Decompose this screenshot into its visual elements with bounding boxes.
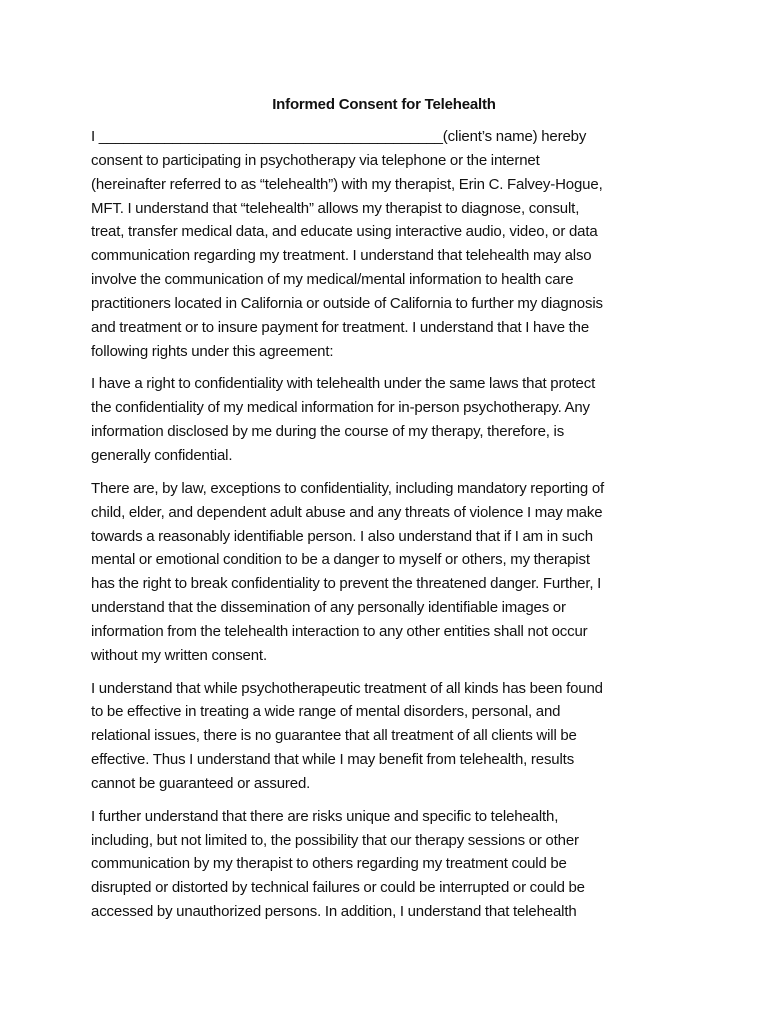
paragraph-line: following rights under this agreement: (91, 342, 334, 360)
paragraph-5 (91, 805, 677, 924)
paragraph-line: disrupted or distorted by technical failures or could be interrupted or could be (91, 879, 585, 897)
paragraph-line: consent to participating in psychotherapy via telephone or the internet (91, 151, 540, 169)
paragraph-line: understand that the dissemination of any personally identifiable images or (91, 599, 566, 617)
paragraph-line: (hereinafter referred to as “telehealth”) with my therapist, Erin C. Falvey-Hogue, (91, 175, 603, 193)
paragraph-line: accessed by unauthorized persons. In addition, I understand that telehealth (91, 903, 577, 921)
paragraph-line: and treatment or to insure payment for treatment. I understand that I have the (91, 318, 590, 336)
paragraph-line: I further understand that there are risks unique and specific to telehealth, (91, 807, 559, 825)
paragraph-line: relational issues, there is no guarantee that all treatment of all clients will be (91, 727, 577, 745)
paragraph-line: effective. Thus I understand that while I may benefit from telehealth, results (91, 751, 575, 769)
document-title: Informed Consent for Telehealth (272, 96, 496, 113)
paragraph-line: I __________________________________________(client’s name) hereby (91, 128, 587, 145)
paragraph-1 (91, 125, 677, 363)
paragraph-line: MFT. I understand that “telehealth” allows my therapist to diagnose, consult, (91, 199, 580, 217)
paragraph-line: communication regarding my treatment. I understand that telehealth may also (91, 247, 592, 265)
paragraph-4 (91, 677, 677, 796)
paragraph-line: child, elder, and dependent adult abuse and any threats of violence I may make (91, 503, 603, 521)
paragraph-line: I have a right to confidentiality with telehealth under the same laws that protect (91, 375, 596, 393)
paragraph-line: cannot be guaranteed or assured. (91, 774, 311, 792)
paragraph-line: to be effective in treating a wide range of mental disorders, personal, and (91, 703, 561, 721)
paragraph-line: practitioners located in California or outside of California to further my diagnosis (91, 294, 603, 312)
paragraph-3 (91, 477, 677, 668)
paragraph-line: information disclosed by me during the course of my therapy, therefore, is (91, 423, 565, 441)
paragraph-line: There are, by law, exceptions to confidentiality, including mandatory reporting of (91, 479, 605, 497)
paragraph-line: mental or emotional condition to be a danger to myself or others, my therapist (91, 551, 590, 569)
paragraph-line: information from the telehealth interaction to any other entities shall not occur (91, 622, 588, 640)
paragraph-line: treat, transfer medical data, and educate using interactive audio, video, or data (91, 223, 598, 241)
paragraph-2 (91, 372, 677, 467)
paragraph-line: the confidentiality of my medical information for in-person psychotherapy. Any (91, 399, 590, 417)
paragraph-line: has the right to break confidentiality to prevent the threatened danger. Further, I (91, 575, 602, 593)
paragraph-line: communication by my therapist to others regarding my treatment could be (91, 855, 567, 873)
paragraph-line: towards a reasonably identifiable person. I also understand that if I am in such (91, 527, 593, 545)
paragraph-line: without my written consent. (91, 646, 267, 664)
paragraph-container (91, 125, 677, 924)
paragraph-line: I understand that while psychotherapeutic treatment of all kinds has been found (91, 679, 603, 697)
document-body (91, 95, 677, 933)
paragraph-line: involve the communication of my medical/mental information to health care (91, 271, 574, 289)
paragraph-line: including, but not limited to, the possibility that our therapy sessions or other (91, 831, 579, 849)
paragraph-line: generally confidential. (91, 446, 233, 464)
